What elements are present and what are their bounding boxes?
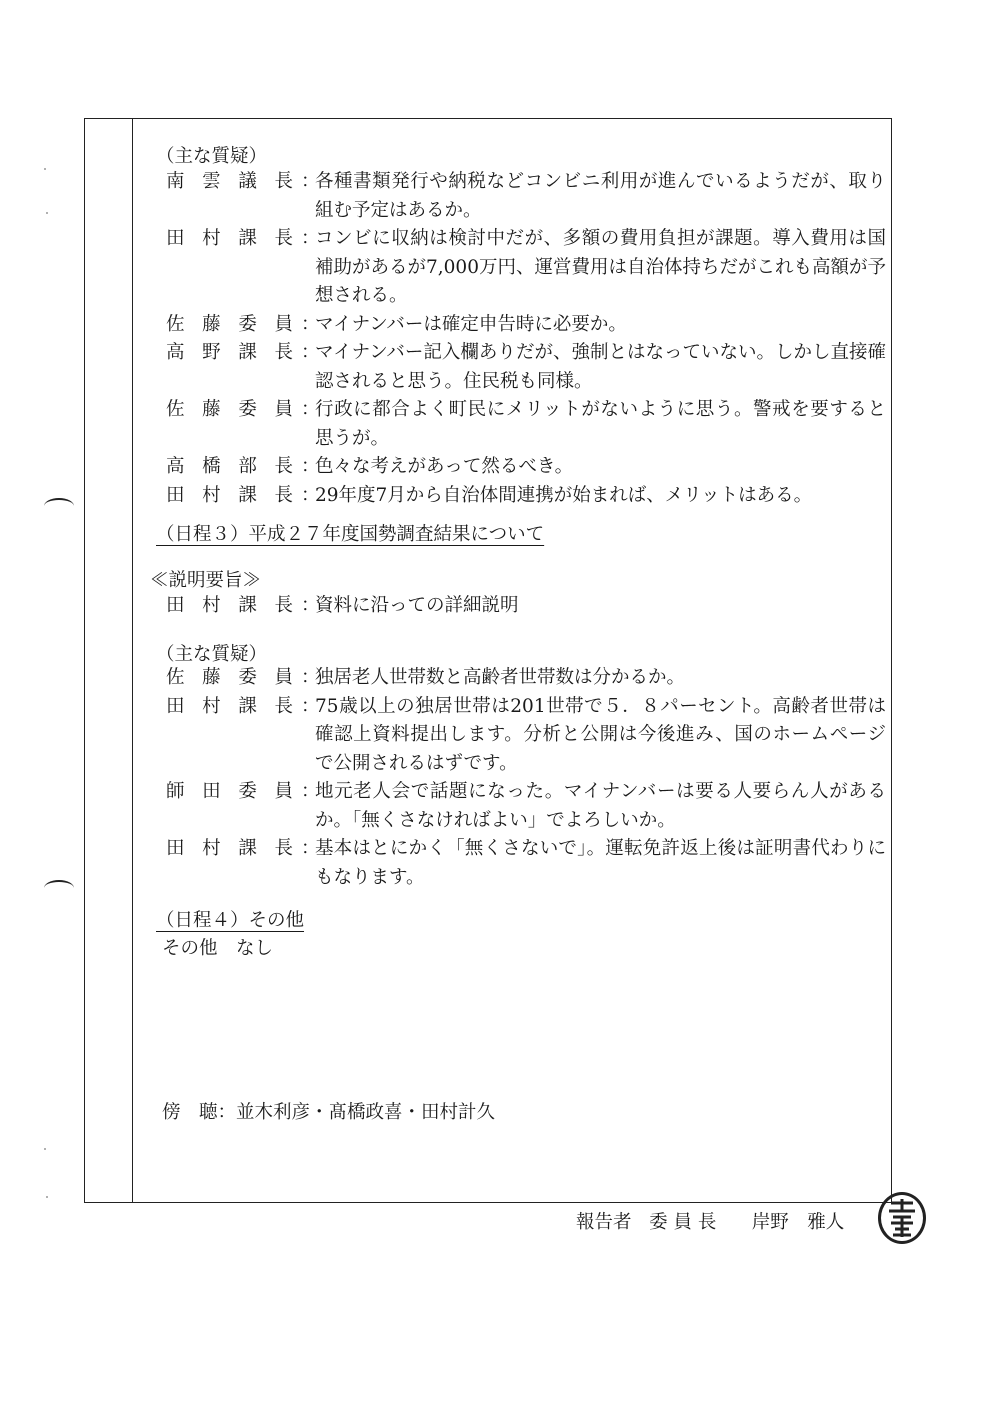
speaker-colon: ： <box>301 667 320 688</box>
scan-speck <box>46 1196 48 1198</box>
margin-line <box>132 118 133 1203</box>
explanation-heading: ≪説明要旨≫ <box>150 570 262 591</box>
speaker-char: 佐 <box>166 667 185 688</box>
speaker-name <box>166 225 301 311</box>
qa-row <box>166 592 886 621</box>
qa-row <box>166 396 886 453</box>
speaker-colon: ： <box>301 838 320 859</box>
speaker-name <box>166 592 301 621</box>
statement-text: 資料に沿っての詳細説明 <box>315 595 519 616</box>
statement-text: 独居老人世帯数と高齢者世帯数は分かるか。 <box>315 667 686 688</box>
reporter-title: 委 員 長 <box>649 1212 717 1233</box>
audience-line <box>162 1098 495 1124</box>
speaker-char: 長 <box>274 838 293 859</box>
scan-speck <box>44 168 46 170</box>
seal-glyph <box>881 1195 923 1241</box>
statement-text: マイナンバー記入欄ありだが、強制とはなっていない。しかし直接確認されると思う。住民税も同様。 <box>315 342 886 392</box>
section-heading: （主な質疑） <box>156 644 268 665</box>
speaker-char: 雲 <box>202 171 221 192</box>
speaker-colon: ： <box>301 595 320 616</box>
speaker-char: 田 <box>166 484 185 506</box>
speaker-colon: ： <box>301 171 320 192</box>
speaker-name <box>166 453 301 482</box>
speaker-colon: ： <box>301 342 320 363</box>
punch-hole-mark <box>44 498 74 514</box>
speaker-colon: ： <box>301 313 320 335</box>
qa-row <box>166 225 886 311</box>
schedule4-heading: （日程４）その他 <box>156 910 305 931</box>
speaker-name <box>166 664 301 693</box>
speaker-name <box>166 778 301 835</box>
speaker-name <box>166 482 301 511</box>
qa-row <box>166 664 886 693</box>
speaker-char: 田 <box>202 781 221 802</box>
speaker-char: 部 <box>238 456 257 477</box>
speaker-char: 田 <box>166 695 185 717</box>
speaker-char: 長 <box>274 484 293 506</box>
speaker-char: 藤 <box>202 313 221 335</box>
explanation-row <box>166 592 886 621</box>
audience-colon: ： <box>217 1102 237 1123</box>
qa-list <box>166 168 886 510</box>
qa-list <box>166 664 886 892</box>
speaker-colon: ： <box>301 695 320 717</box>
speaker-char: 員 <box>274 667 293 688</box>
statement-text: マイナンバーは確定申告時に必要か。 <box>315 313 627 335</box>
scan-speck <box>44 1148 46 1150</box>
speaker-char: 南 <box>166 171 185 192</box>
personal-seal-stamp <box>878 1192 926 1244</box>
speaker-char: 村 <box>202 838 221 859</box>
speaker-char: 藤 <box>202 399 221 420</box>
speaker-colon: ： <box>301 484 320 506</box>
statement-text: 各種書類発行や納税などコンビニ利用が進んでいるようだが、取り組む予定はあるか。 <box>315 171 886 221</box>
speaker-char: 長 <box>274 228 293 249</box>
scan-speck <box>46 212 48 214</box>
speaker-char: 藤 <box>202 667 221 688</box>
speaker-char: 課 <box>238 342 257 363</box>
statement-text: 75歳以上の独居世帯は201世帯で５．８パーセント。高齢者世帯は確認上資料提出します。分析と公開は今後進み、国のホームページで公開されるはずです。 <box>315 695 886 774</box>
speaker-char: 長 <box>274 695 293 717</box>
schedule4-body: その他 なし <box>162 938 274 959</box>
speaker-char: 課 <box>238 228 257 249</box>
speaker-char: 村 <box>202 595 221 616</box>
speaker-char: 田 <box>166 595 185 616</box>
speaker-char: 村 <box>202 484 221 506</box>
speaker-char: 委 <box>238 399 257 420</box>
speaker-char: 員 <box>274 781 293 802</box>
speaker-char: 委 <box>238 667 257 688</box>
speaker-char: 長 <box>274 171 293 192</box>
statement-text: 基本はとにかく「無くさないで」。運転免許返上後は証明書代わりにもなります。 <box>315 838 886 888</box>
qa-row <box>166 835 886 892</box>
statement-text: コンビに収納は検討中だが、多額の費用負担が課題。導入費用は国補助があるが7,000万円、運営費用は自治体持ちだがこれも高額が予想される。 <box>315 228 886 306</box>
speaker-char: 師 <box>166 781 185 802</box>
statement-text: 地元老人会で話題になった。マイナンバーは要る人要らん人があるか。「無くさなければよい」でよろしいか。 <box>315 781 886 831</box>
speaker-char: 田 <box>166 838 185 859</box>
section-heading: （主な質疑） <box>156 146 268 167</box>
speaker-name <box>166 396 301 453</box>
statement-text: 29年度7月から自治体間連携が始まれば、メリットはある。 <box>315 484 813 506</box>
audience-names: 並木利彦・髙橋政喜・田村計久 <box>236 1102 496 1123</box>
speaker-char: 員 <box>274 313 293 335</box>
schedule3-heading: （日程３）平成２７年度国勢調査結果について <box>156 524 545 545</box>
speaker-char: 長 <box>274 595 293 616</box>
qa-row <box>166 693 886 779</box>
speaker-name <box>166 835 301 892</box>
speaker-name <box>166 693 301 779</box>
speaker-char: 委 <box>238 781 257 802</box>
speaker-char: 員 <box>274 399 293 420</box>
speaker-char: 長 <box>274 456 293 477</box>
speaker-char: 課 <box>238 695 257 717</box>
speaker-char: 委 <box>238 313 257 335</box>
speaker-char: 課 <box>238 595 257 616</box>
speaker-colon: ： <box>301 228 320 249</box>
speaker-colon: ： <box>301 781 320 802</box>
statement-text: 行政に都合よく町民にメリットがないように思う。警戒を要すると思うが。 <box>315 399 886 449</box>
speaker-name <box>166 339 301 396</box>
qa-row <box>166 311 886 340</box>
speaker-name <box>166 168 301 225</box>
speaker-char: 村 <box>202 228 221 249</box>
speaker-char: 村 <box>202 695 221 717</box>
qa-row <box>166 168 886 225</box>
speaker-char: 橋 <box>202 456 221 477</box>
speaker-char: 高 <box>166 456 185 477</box>
speaker-char: 佐 <box>166 399 185 420</box>
speaker-colon: ： <box>301 456 320 477</box>
reporter-name: 岸野 雅人 <box>751 1212 845 1233</box>
speaker-colon: ： <box>301 399 320 420</box>
qa-row <box>166 482 886 511</box>
speaker-char: 佐 <box>166 313 185 335</box>
speaker-char: 議 <box>238 171 257 192</box>
qa-row <box>166 453 886 482</box>
speaker-char: 田 <box>166 228 185 249</box>
statement-text: 色々な考えがあって然るべき。 <box>315 456 574 477</box>
speaker-char: 野 <box>202 342 221 363</box>
qa-row <box>166 339 886 396</box>
speaker-char: 長 <box>274 342 293 363</box>
speaker-char: 高 <box>166 342 185 363</box>
speaker-char: 課 <box>238 484 257 506</box>
punch-hole-mark <box>44 880 74 896</box>
speaker-name <box>166 311 301 340</box>
reporter-label: 報告者 <box>576 1212 632 1233</box>
reporter-line <box>576 1208 844 1234</box>
qa-row <box>166 778 886 835</box>
audience-label: 傍 聴 <box>162 1102 218 1123</box>
speaker-char: 課 <box>238 838 257 859</box>
